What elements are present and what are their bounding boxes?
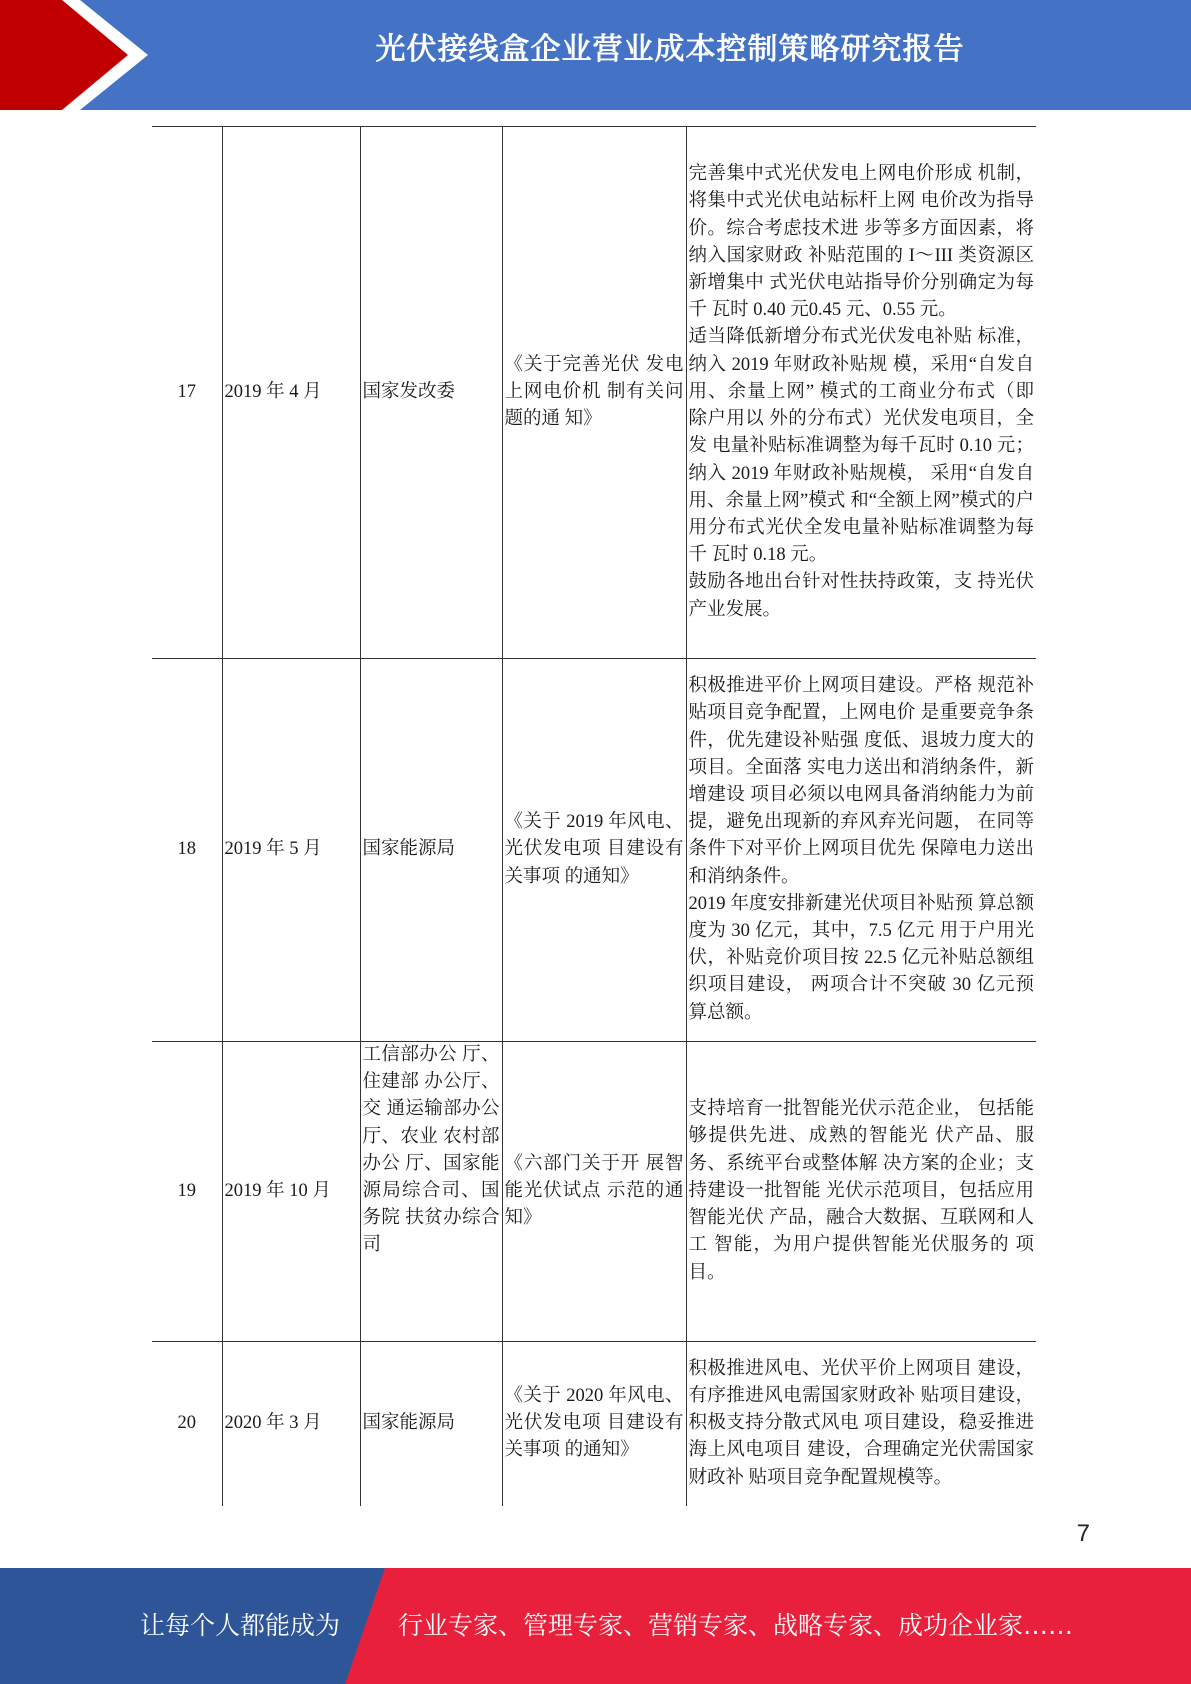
- row-number: 20: [177, 1413, 196, 1434]
- issue-date: 2019 年 4 月: [222, 127, 360, 659]
- document-title: 《关于 2019 年风电、光伏发电项 目建设有关事项 的通知》: [502, 659, 686, 1042]
- policy-content: [686, 127, 1036, 659]
- footer-banner: [0, 1568, 1191, 1684]
- issuing-org: 国家能源局: [360, 1342, 502, 1506]
- policy-table-wrapper: [152, 126, 1036, 1506]
- document-title: 《六部门关于开 展智能光伏试点 示范的通知》: [502, 1042, 686, 1342]
- header-arrow-logo: [0, 0, 180, 110]
- content-paragraph: 支持培育一批智能光伏示范企业， 包括能够提供先进、成熟的智能光 伏产品、服务、系统平台或整体解 决方案的企业；支持建设一批智能 光伏示范项目，包括应用智能光伏 产品，融合大数据、互联网和人工 智能，为用户提供智能光伏服务的 项目。: [688, 1099, 1034, 1283]
- issuing-org: 国家能源局: [360, 659, 502, 1042]
- policy-table: [152, 126, 1036, 1506]
- policy-content: [686, 1342, 1036, 1506]
- footer-slogan-right: 行业专家、管理专家、营销专家、战略专家、成功企业家……: [398, 1611, 1074, 1640]
- content-paragraph: 适当降低新增分布式光伏发电补贴 标准，纳入 2019 年财政补贴规 模，采用“自发自用、余量上网” 模式的工商业分布式（即除户用以 外的分布式）光伏发电项目，全发 电量补贴标准调整为每千瓦时 0.10 元；纳入 2019 年财政补贴规模， 采用“自发自用、余量上网”模式 和“全额上网”模式的户用分布式光伏全发电量补贴标准调整为每千 瓦时 0.18 元。: [688, 327, 1034, 566]
- table-row: [152, 1342, 1036, 1506]
- issuing-org: 工信部办公 厅、住建部 办公厅、交 通运输部办公厅、农业 农村部办公 厅、国家能 源局综合司、国务院 扶贫办综合 司: [360, 1042, 502, 1342]
- table-row: [152, 127, 1036, 659]
- page-number: 7: [1076, 1520, 1090, 1547]
- policy-content: [686, 659, 1036, 1042]
- issuing-org: 国家发改委: [360, 127, 502, 659]
- issue-date: 2020 年 3 月: [222, 1342, 360, 1506]
- page-title: 光伏接线盒企业营业成本控制策略研究报告: [375, 32, 965, 67]
- row-number: 17: [152, 127, 222, 659]
- content-paragraph: 鼓励各地出台针对性扶持政策，支 持光伏产业发展。: [688, 572, 1034, 620]
- document-title: 《关于 2020 年风电、光伏发电项 目建设有关事项 的通知》: [502, 1342, 686, 1506]
- policy-content: [686, 1042, 1036, 1342]
- table-row: [152, 659, 1036, 1042]
- footer-slogan-left: 让每个人都能成为: [140, 1611, 341, 1640]
- issue-date: 2019 年 10 月: [222, 1042, 360, 1342]
- table-row: [152, 1042, 1036, 1342]
- row-number: 18: [152, 659, 222, 1042]
- content-paragraph: 积极推进风电、光伏平价上网项目 建设，有序推进风电需国家财政补 贴项目建设，积极支持分散式风电 项目建设，稳妥推进海上风电项目 建设，合理确定光伏需国家财政补 贴项目竞争配置规模等。: [688, 1358, 1034, 1488]
- content-paragraph: 完善集中式光伏发电上网电价形成 机制，将集中式光伏电站标杆上网 电价改为指导价。综合考虑技术进 步等多方面因素，将纳入国家财政 补贴范围的 I～III 类资源区新增集中 式光伏电站指导价分别确定为每千 瓦时 0.40 元0.45 元、0.55 元。: [688, 164, 1034, 321]
- issue-date: 2019 年 5 月: [222, 659, 360, 1042]
- row-number: 19: [152, 1042, 222, 1342]
- document-title: 《关于完善光伏 发电上网电价机 制有关问题的通 知》: [502, 127, 686, 659]
- content-paragraph: 积极推进平价上网项目建设。严格 规范补贴项目竞争配置，上网电价 是重要竞争条件，优先建设补贴强 度低、退坡力度大的项目。全面落 实电力送出和消纳条件，新增建设 项目必须以电网具备消纳能力为前 提，避免出现新的弃风弃光问题， 在同等条件下对平价上网项目优先 保障电力送出和消纳条件。: [688, 676, 1034, 887]
- content-paragraph: 2019 年度安排新建光伏项目补贴预 算总额度为 30 亿元，其中，7.5 亿元 用于户用光伏，补贴竞价项目按 22.5 亿元补贴总额组织项目建设， 两项合计不突破 30 亿元预算总额。: [688, 893, 1034, 1023]
